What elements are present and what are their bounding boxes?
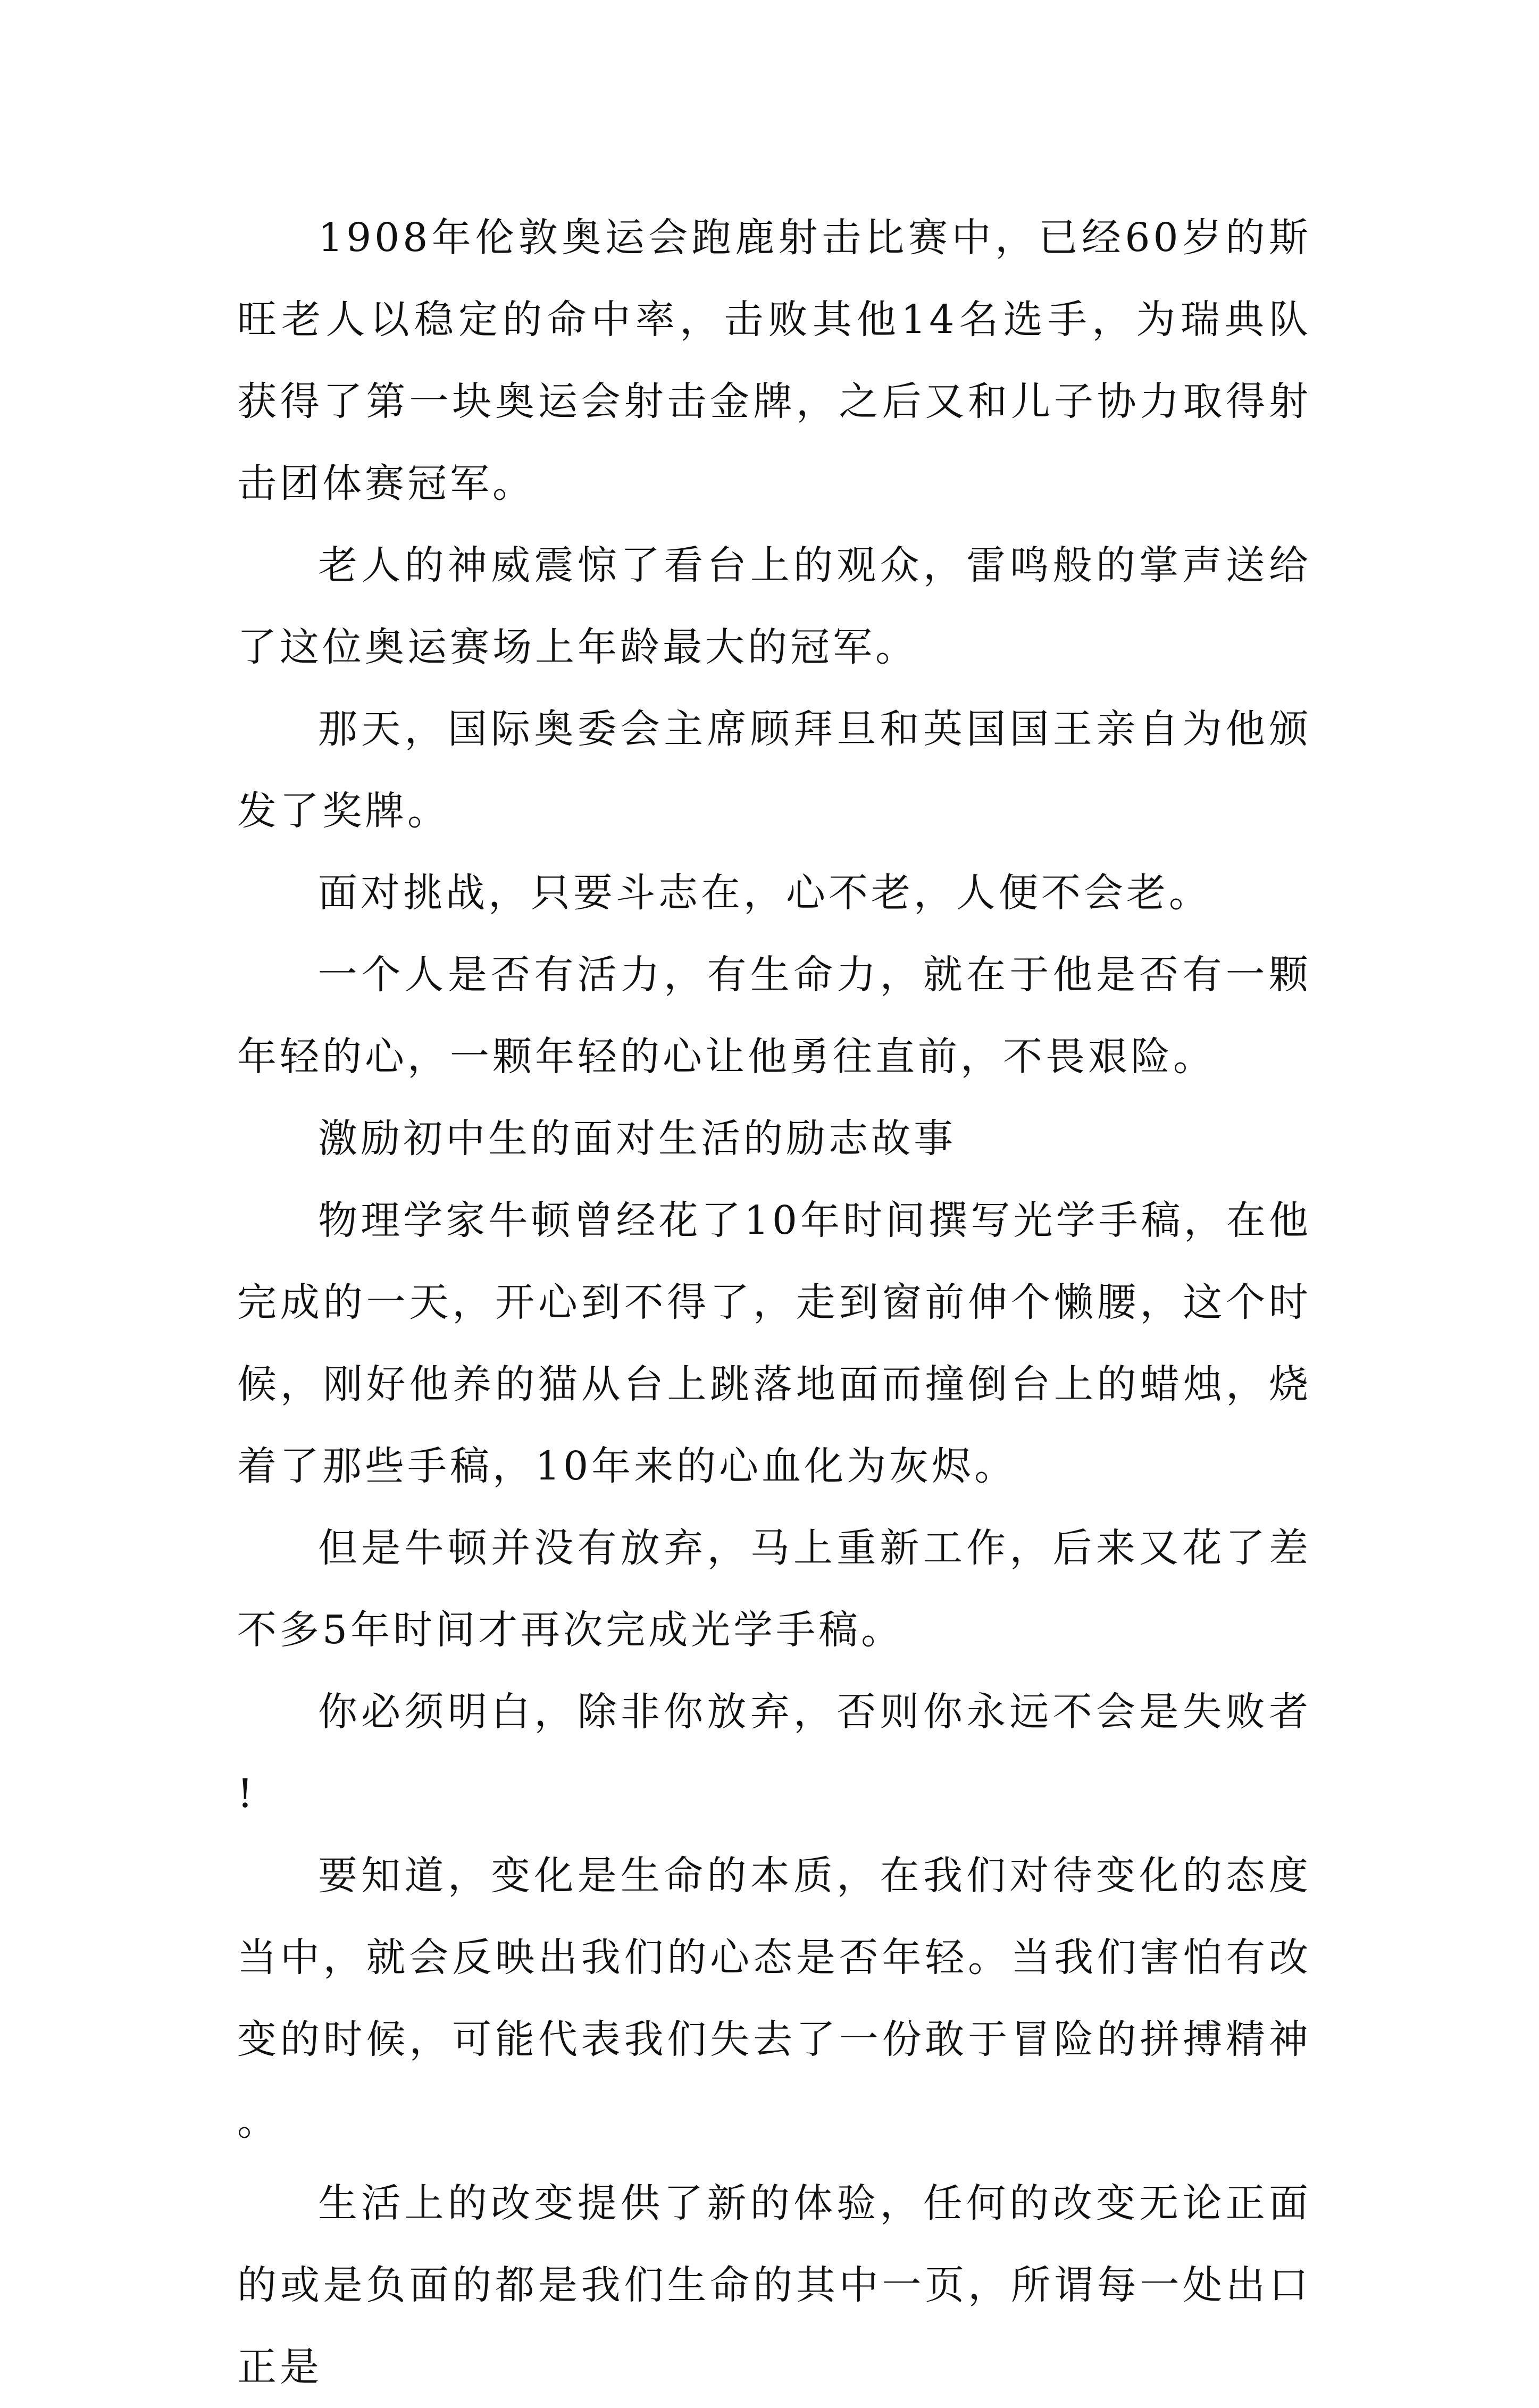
- paragraph-3: 那天，国际奥委会主席顾拜旦和英国国王亲自为他颁发了奖牌。: [237, 706, 1311, 834]
- document-body: [237, 197, 1311, 2408]
- paragraph-5: 一个人是否有活力，有生命力，就在于他是否有一颗年轻的心，一颗年轻的心让他勇往直前，不畏艰险。: [237, 952, 1311, 1080]
- paragraph-4: 面对挑战，只要斗志在，心不老，人便不会老。: [318, 870, 1211, 916]
- paragraph-10: 生活上的改变提供了新的体验，任何的改变无论正面的或是负面的都是我们生命的其中一页，所谓每一处出口正是: [237, 2180, 1311, 2390]
- paragraph-7: 但是牛顿并没有放弃，马上重新工作，后来又花了差不多5年时间才再次完成光学手稿。: [237, 1525, 1311, 1653]
- paragraph-2: 老人的神威震惊了看台上的观众，雷鸣般的掌声送给了这位奥运赛场上年龄最大的冠军。: [237, 542, 1311, 670]
- paragraph-1: 1908年伦敦奥运会跑鹿射击比赛中，已经60岁的斯旺老人以稳定的命中率，击败其他14名选手，为瑞典队获得了第一块奥运会射击金牌，之后又和儿子协力取得射击团体赛冠军。: [237, 215, 1311, 506]
- paragraph-8: 你必须明白，除非你放弃，否则你永远不会是失败者!: [237, 1689, 1311, 1817]
- paragraph-6: 物理学家牛顿曾经花了10年时间撰写光学手稿，在他完成的一天，开心到不得了，走到窗前伸个懒腰，这个时候，刚好他养的猫从台上跳落地面而撞倒台上的蜡烛，烧着了那些手稿，10年来的心血化为灰烬。: [237, 1198, 1311, 1489]
- paragraph-9: 要知道，变化是生命的本质，在我们对待变化的态度当中，就会反映出我们的心态是否年轻。当我们害怕有改变的时候，可能代表我们失去了一份敢于冒险的拼搏精神。: [237, 1853, 1311, 2144]
- section-heading: 激励初中生的面对生活的励志故事: [318, 1116, 956, 1161]
